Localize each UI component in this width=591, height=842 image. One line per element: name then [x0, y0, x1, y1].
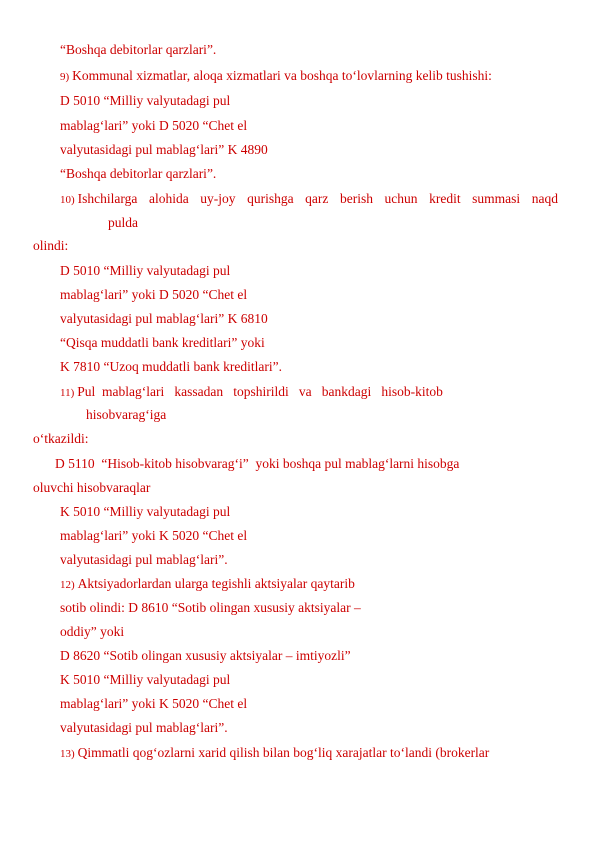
text-line: mablag‘lari” yoki D 5020 “Chet el [60, 118, 248, 133]
text-line: mablag‘lari” yoki D 5020 “Chet el [60, 287, 248, 302]
list-item-9 [60, 68, 492, 85]
text-line: sotib olindi: D 8610 “Sotib olingan xususiy aktsiyalar – [60, 600, 361, 615]
list-number: 9) [60, 71, 70, 83]
text-line: “Boshqa debitorlar qarzlari”. [60, 166, 217, 181]
text-line: olindi: [33, 238, 69, 253]
list-number: 10) [60, 194, 75, 206]
text-line: “Qisqa muddatli bank kreditlari” yoki [60, 335, 265, 350]
text-line: D 5010 “Milliy valyutadagi pul [60, 93, 231, 108]
list-item-12 [60, 576, 355, 593]
text-line: Ishchilarga alohida uy-joy qurishga qarz berish uchun kredit summasi naqd [77, 191, 558, 206]
text-line: D 5110 “Hisob-kitob hisobvarag‘i” yoki boshqa pul mablag‘larni hisobga [55, 456, 460, 471]
text-line: valyutasidagi pul mablag‘lari”. [60, 552, 228, 567]
text-line: valyutasidagi pul mablag‘lari”. [60, 720, 228, 735]
text-line: oddiy” yoki [60, 624, 125, 639]
text-line: valyutasidagi pul mablag‘lari” K 6810 [60, 311, 268, 326]
list-number: 11) [60, 387, 75, 399]
text-line: mablag‘lari” yoki K 5020 “Chet el [60, 696, 248, 711]
list-item-11 [60, 384, 443, 401]
list-item-10 [60, 191, 558, 208]
text-line: Qimmatli qog‘ozlarni xarid qilish bilan bog‘liq xarajatlar to‘landi (brokerlar [77, 745, 490, 760]
text-line: pulda [108, 215, 138, 230]
text-line: Aktsiyadorlardan ularga tegishli aktsiyalar qaytarib [77, 576, 355, 591]
text-line: Kommunal xizmatlar, aloqa xizmatlari va boshqa to‘lovlarning kelib tushishi: [72, 68, 492, 83]
text-line: valyutasidagi pul mablag‘lari” K 4890 [60, 142, 268, 157]
text-line: o‘tkazildi: [33, 431, 89, 446]
list-number: 13) [60, 748, 75, 760]
list-number: 12) [60, 579, 75, 591]
text-line: D 8620 “Sotib olingan xususiy aktsiyalar – imtiyozli” [60, 648, 351, 663]
text-line: K 5010 “Milliy valyutadagi pul [60, 504, 231, 519]
text-line: oluvchi hisobvaraqlar [33, 480, 151, 495]
text-line: K 7810 “Uzoq muddatli bank kreditlari”. [60, 359, 282, 374]
list-item-13 [60, 745, 489, 762]
text-line: Pul mablag‘lari kassadan topshirildi va bankdagi hisob-kitob [77, 384, 443, 399]
text-line: mablag‘lari” yoki K 5020 “Chet el [60, 528, 248, 543]
text-line: “Boshqa debitorlar qarzlari”. [60, 42, 217, 57]
text-line: D 5010 “Milliy valyutadagi pul [60, 263, 231, 278]
text-line: K 5010 “Milliy valyutadagi pul [60, 672, 231, 687]
text-line: hisobvarag‘iga [86, 407, 167, 422]
